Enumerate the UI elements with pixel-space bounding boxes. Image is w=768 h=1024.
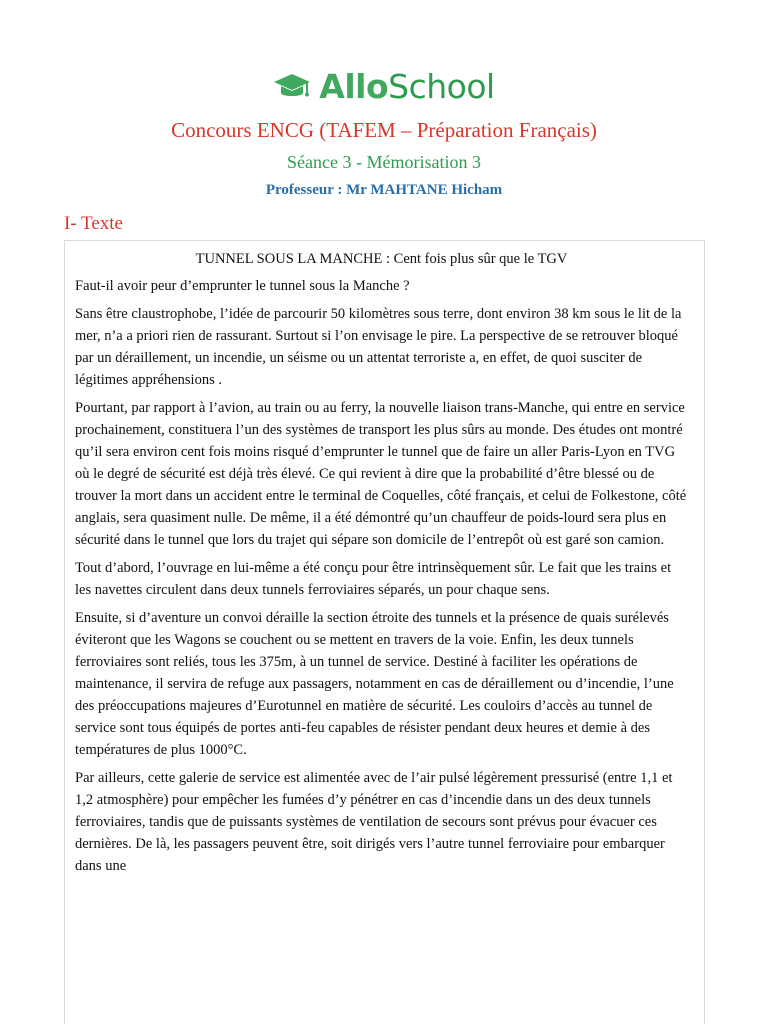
- section-heading: I- Texte: [64, 213, 123, 234]
- text-box: [64, 240, 705, 1024]
- page-title: Concours ENCG (TAFEM – Préparation Français): [171, 118, 597, 142]
- text-paragraph: Faut-il avoir peur d’emprunter le tunnel sous la Manche ?: [75, 278, 410, 294]
- professor-name: Professeur : Mr MAHTANE Hicham: [265, 182, 503, 198]
- logo-wordmark: AlloSchool: [319, 67, 495, 106]
- graduation-cap-icon: [273, 72, 311, 102]
- alloschool-logo: [0, 68, 768, 106]
- text-title: TUNNEL SOUS LA MANCHE : Cent fois plus sûr que le TGV: [195, 251, 568, 267]
- text-paragraph: Sans être claustrophobe, l’idée de parcourir 50 kilomètres sous terre, dont environ 38 km sous le lit de la mer, n’a a priori rien de rassurant. Surtout si l’on envisage le pire. La perspective de se retrouver bloqué par un déraillement, un incendie, un séisme ou un attentat terroriste a, en effet, de quoi susciter de légitimes appréhensions .: [75, 306, 682, 388]
- text-paragraph: Ensuite, si d’aventure un convoi déraille la section étroite des tunnels et la présence de quais surélevés éviteront que les Wagons se couchent ou se mettent en travers de la voie. Enfin, les deux tunnels ferroviaires sont reliés, tous les 375m, à un tunnel de service. Destiné à faciliter les opérations de maintenance, il servira de refuge aux passagers, notamment en cas de déraillement ou d’incendie, l’une des préoccupations majeures d’Eurotunnel en matière de sécurité. Les couloirs d’accès au tunnel de service sont tous équipés de portes anti-feu capables de résister pendant deux heures et demie à des températures de plus 1000°C.: [75, 610, 674, 758]
- text-paragraph: Pourtant, par rapport à l’avion, au train ou au ferry, la nouvelle liaison trans-Manche, qui entre en service prochainement, constituera l’un des systèmes de transport les plus sûrs au monde. Des études ont montré qu’il sera environ cent fois moins risqué d’emprunter le tunnel que de faire un aller Paris-Lyon en TVG où le degré de sécurité est déjà très élevé. Ce qui revient à dire que la probabilité d’être blessé ou de trouver la mort dans un accident entre le terminal de Coquelles, côté français, et celui de Folkestone, côté anglais, sera quasiment nulle. De même, il a été démontré qu’un chauffeur de poids-lourd sera plus en sécurité dans le tunnel que lors du trajet qui sépare son domicile de l’entrepôt où est garé son camion.: [75, 400, 687, 548]
- text-paragraph: Par ailleurs, cette galerie de service est alimentée avec de l’air pulsé légèrement pressurisé (entre 1,1 et 1,2 atmosphère) pour empêcher les fumées d’y pénétrer en cas d’incendie dans un des deux tunnels ferroviaires, tandis que de puissants systèmes de ventilation de secours sont prévus pour évacuer ces dernières. De là, les passagers peuvent être, soit dirigés vers l’autre tunnel ferroviaire pour embarquer dans une: [75, 770, 673, 874]
- session-subtitle: Séance 3 - Mémorisation 3: [287, 152, 481, 172]
- text-paragraph: Tout d’abord, l’ouvrage en lui-même a été conçu pour être intrinsèquement sûr. Le fait que les trains et les navettes circulent dans deux tunnels ferroviaires séparés, un pour chaque sens.: [75, 560, 672, 598]
